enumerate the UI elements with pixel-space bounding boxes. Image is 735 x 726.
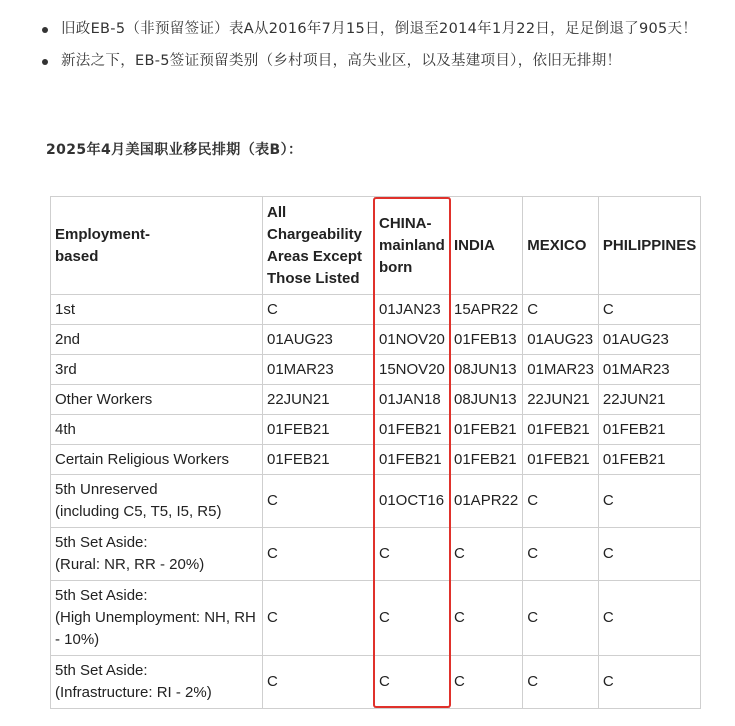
table-cell: 01MAR23 — [598, 355, 700, 385]
section-subtitle: 2025年4月美国职业移民排期（表B）： — [46, 142, 303, 158]
row-label — [51, 325, 263, 355]
table-row — [51, 385, 701, 415]
row-label-line: 5th Unreserved — [55, 481, 158, 498]
table-row — [51, 656, 701, 709]
row-label-line: (including C5, T5, I5, R5) — [55, 503, 222, 520]
priority-date-table — [50, 196, 701, 709]
row-label-line: Certain Religious Workers — [55, 450, 229, 468]
table-cell: C — [263, 295, 375, 325]
table-row — [51, 325, 701, 355]
header-india — [450, 197, 523, 295]
table-cell: C — [523, 475, 599, 528]
table-cell: C — [598, 295, 700, 325]
row-label — [51, 528, 263, 581]
table-cell: 01NOV20 — [375, 325, 450, 355]
table-cell: 01FEB21 — [375, 445, 450, 475]
table-cell: 15NOV20 — [375, 355, 450, 385]
table-cell: 22JUN21 — [598, 385, 700, 415]
table-cell: 01FEB21 — [523, 445, 599, 475]
table-cell: 01FEB21 — [450, 415, 523, 445]
table-cell: C — [523, 581, 599, 656]
header-mexico — [523, 197, 599, 295]
table-cell: 01JAN23 — [375, 295, 450, 325]
row-label — [51, 656, 263, 709]
table-cell: 01FEB21 — [598, 445, 700, 475]
table-row — [51, 445, 701, 475]
table-row — [51, 475, 701, 528]
row-label-line: 5th Set Aside: — [55, 534, 148, 551]
header-line: born — [379, 258, 413, 276]
table-cell: C — [523, 528, 599, 581]
row-label-line: - 10%) — [55, 631, 100, 648]
table-cell: 01AUG23 — [263, 325, 375, 355]
header-line: Chargeability — [267, 225, 363, 243]
table-row — [51, 581, 701, 656]
table-cell: 01MAR23 — [263, 355, 375, 385]
table-cell: 15APR22 — [450, 295, 523, 325]
header-line: INDIA — [454, 236, 495, 254]
table-cell: 01AUG23 — [523, 325, 599, 355]
table-cell: C — [450, 656, 523, 709]
header-china — [375, 197, 450, 295]
header-line: based — [55, 247, 99, 265]
table-cell: C — [263, 528, 375, 581]
table-cell: C — [263, 581, 375, 656]
header-line: CHINA- — [379, 214, 432, 232]
table-cell: 01MAR23 — [523, 355, 599, 385]
table-row — [51, 355, 701, 385]
row-label-line: Other Workers — [55, 390, 153, 408]
table-cell: 01FEB21 — [375, 415, 450, 445]
table-cell: 22JUN21 — [263, 385, 375, 415]
header-philippines — [598, 197, 700, 295]
table-cell: C — [263, 656, 375, 709]
table-cell: C — [375, 581, 450, 656]
table-cell: 01FEB21 — [598, 415, 700, 445]
table-cell: 01OCT16 — [375, 475, 450, 528]
table-cell: C — [450, 581, 523, 656]
table-row — [51, 295, 701, 325]
row-label-line: 2nd — [55, 330, 81, 348]
row-label — [51, 385, 263, 415]
table-cell: 01FEB21 — [450, 445, 523, 475]
row-label-line: 1st — [55, 300, 76, 318]
table-header-row — [51, 197, 701, 295]
row-label-line: 3rd — [55, 360, 77, 378]
table-cell: 01APR22 — [450, 475, 523, 528]
row-label-line: 5th Set Aside: — [55, 662, 148, 679]
header-line: PHILIPPINES — [602, 236, 697, 254]
row-label-line: (Infrastructure: RI - 2%) — [55, 684, 212, 701]
table-cell: 01FEB21 — [263, 415, 375, 445]
table-row — [51, 528, 701, 581]
table-cell: 01AUG23 — [598, 325, 700, 355]
table-cell: C — [523, 656, 599, 709]
header-all-chargeability — [263, 197, 375, 295]
bullet-item: 新法之下，EB-5签证预留类别（乡村项目，高失业区，以及基建项目），依旧无排期！ — [0, 46, 735, 76]
table-cell: 01FEB21 — [263, 445, 375, 475]
table-cell: 08JUN13 — [450, 385, 523, 415]
table-cell: C — [523, 295, 599, 325]
table-row — [51, 415, 701, 445]
table-cell: 08JUN13 — [450, 355, 523, 385]
table-cell: C — [375, 528, 450, 581]
header-line: Employment- — [55, 225, 151, 243]
row-label — [51, 475, 263, 528]
header-line: Areas Except — [267, 247, 363, 265]
row-label-line: (Rural: NR, RR - 20%) — [55, 556, 205, 573]
header-line: Those Listed — [267, 269, 360, 287]
row-label — [51, 415, 263, 445]
table-cell: C — [450, 528, 523, 581]
row-label-line: 5th Set Aside: — [55, 587, 148, 604]
row-label — [51, 445, 263, 475]
table-cell: C — [598, 475, 700, 528]
header-line: mainland — [379, 236, 445, 254]
header-line: MEXICO — [527, 236, 587, 254]
table-cell: C — [263, 475, 375, 528]
row-label — [51, 355, 263, 385]
bullet-list — [0, 14, 735, 78]
table-cell: 01FEB13 — [450, 325, 523, 355]
table-cell: C — [598, 528, 700, 581]
table-cell: 22JUN21 — [523, 385, 599, 415]
row-label — [51, 295, 263, 325]
table-cell: C — [375, 656, 450, 709]
table-cell: 01JAN18 — [375, 385, 450, 415]
row-label — [51, 581, 263, 656]
row-label-line: 4th — [55, 420, 76, 438]
row-label-line: (High Unemployment: NH, RH — [55, 609, 256, 626]
bullet-item: 旧政EB-5（非预留签证）表A从2016年7月15日，倒退至2014年1月22日，足足倒退了905天！ — [0, 14, 735, 44]
header-employment-based — [51, 197, 263, 295]
table-cell: 01FEB21 — [523, 415, 599, 445]
table-cell: C — [598, 656, 700, 709]
table-cell: C — [598, 581, 700, 656]
header-line: All — [267, 203, 287, 221]
